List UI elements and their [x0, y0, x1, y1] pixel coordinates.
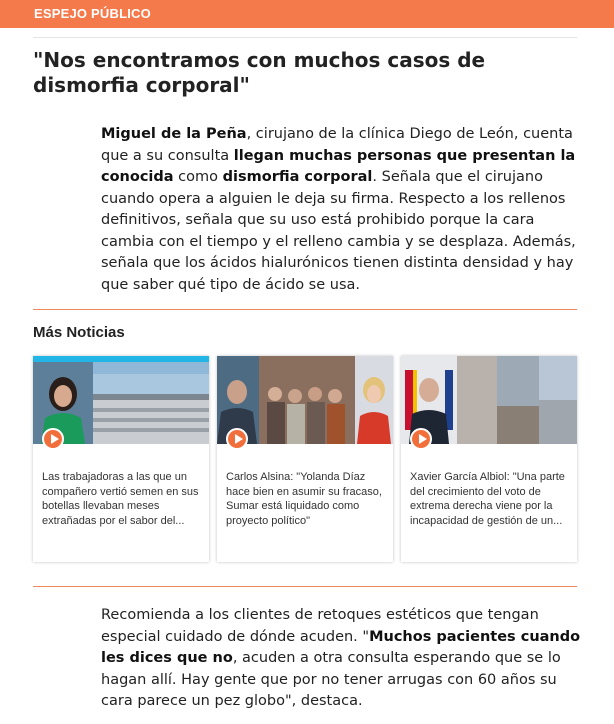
text: como — [173, 169, 223, 185]
news-card-title[interactable]: Carlos Alsina: "Yolanda Díaz hace bien en asumir su fracaso, Sumar está liquidado como proyecto político" — [226, 471, 382, 527]
divider — [33, 37, 577, 38]
more-news-list — [33, 356, 577, 566]
brand-label[interactable]: ESPEJO PÚBLICO — [34, 6, 151, 21]
top-bar — [0, 0, 614, 28]
article-headline: "Nos encontramos con muchos casos de dismorfia corporal" — [33, 48, 486, 97]
play-icon[interactable] — [226, 428, 248, 450]
section-divider — [33, 586, 577, 587]
play-icon[interactable] — [410, 428, 432, 450]
text: , cirujano de la clínica Diego de León, cuenta que a su consulta — [101, 126, 573, 164]
more-news-heading: Más Noticias — [33, 324, 125, 341]
news-card[interactable] — [33, 356, 209, 562]
bold-text: Miguel de la Peña — [101, 126, 247, 142]
bold-text: Muchos pacientes cuando les dices que no — [101, 628, 581, 666]
news-card[interactable] — [401, 356, 577, 562]
article-paragraph-2 — [101, 605, 581, 713]
article-paragraph-1 — [101, 124, 581, 296]
news-card-title[interactable]: Xavier García Albiol: "Una parte del crecimiento del voto de extrema derecha viene por la incapacidad de gestión de un... — [410, 471, 565, 527]
news-card-title[interactable]: Las trabajadoras a las que un compañero vertió semen en sus botellas llevaban meses extrañadas por el sabor del... — [42, 471, 199, 527]
bold-text: llegan muchas personas que presentan la conocida — [101, 147, 576, 185]
news-card[interactable] — [217, 356, 393, 562]
text: , acuden a otra consulta esperando que se lo hagan allí. Hay gente que por no tener arrugas con 60 años su cara parece un pez globo", destaca. — [101, 650, 561, 709]
text: Recomienda a los clientes de retoques estéticos que tengan especial cuidado de dónde acuden. " — [101, 607, 539, 645]
section-divider — [33, 309, 577, 310]
bold-text: dismorfia corporal — [222, 169, 373, 185]
text: . Señala que el cirujano cuando opera a alguien le deja su firma. Respecto a los rellenos definitivos, señala que su uso está prohibido porque la cara cambia con el tiempo y el relleno cambia y se desplaza. Además, señala que los ácidos hialurónicos tienen distinta densidad y hay que saber qué tipo de ácido se usa. — [101, 169, 576, 293]
play-icon[interactable] — [42, 428, 64, 450]
